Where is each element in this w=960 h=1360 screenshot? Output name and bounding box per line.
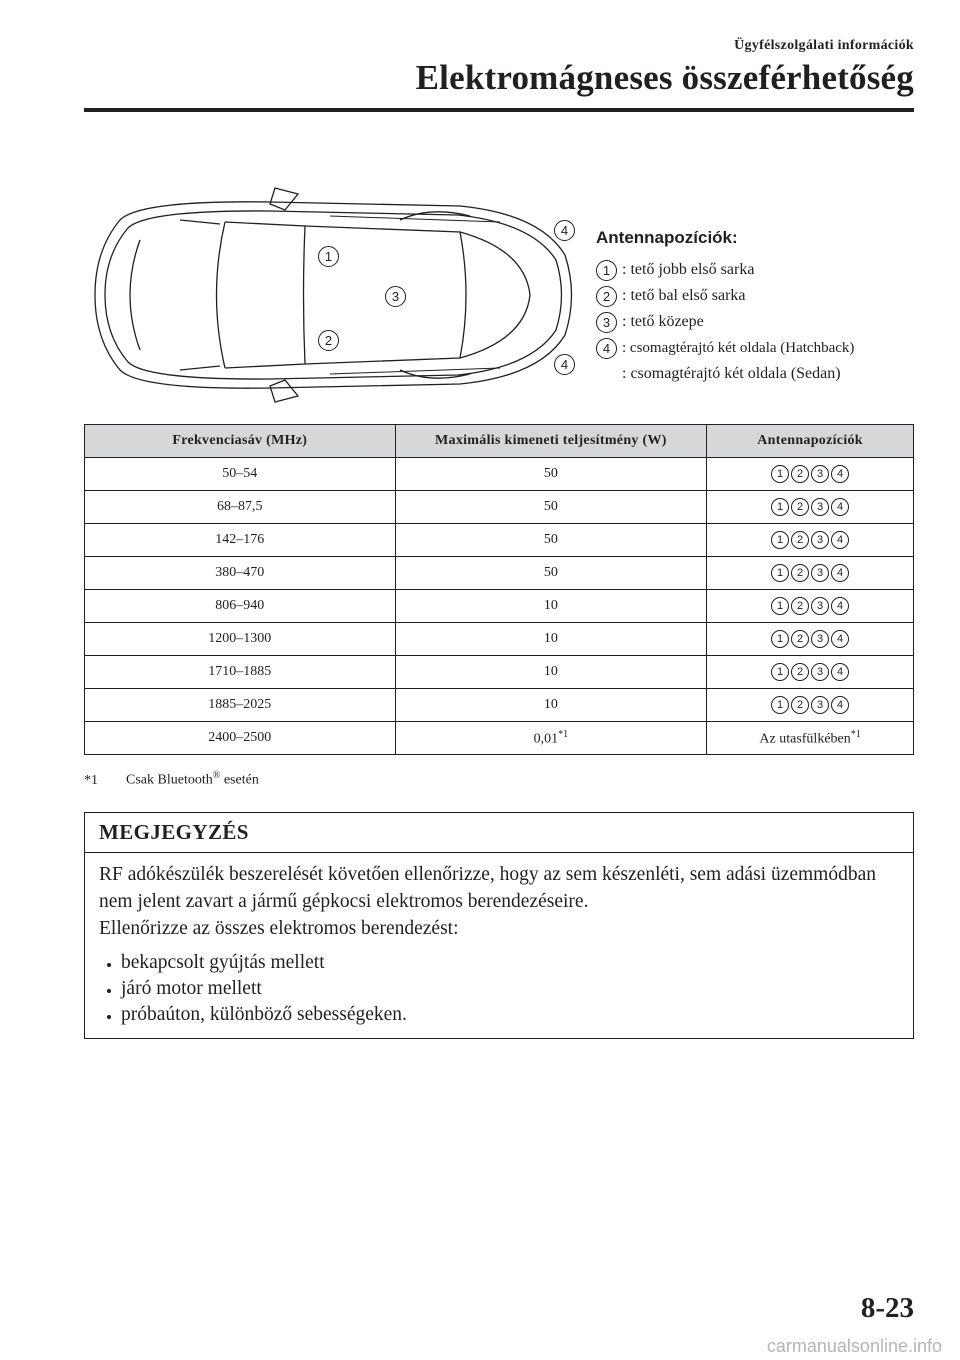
cell-band: 2400–2500 xyxy=(85,722,396,755)
antenna-legend xyxy=(596,228,926,384)
position-icon: 4 xyxy=(831,465,849,483)
legend-item xyxy=(596,286,926,312)
list-item: próbaúton, különböző sebességeken. xyxy=(99,1002,899,1028)
cell-band: 50–54 xyxy=(85,458,396,491)
legend-number: 2 xyxy=(596,286,617,307)
cell-power: 10 xyxy=(395,623,707,656)
position-icon: 1 xyxy=(771,630,789,648)
position-icon: 3 xyxy=(811,696,829,714)
cell-power: 50 xyxy=(395,557,707,590)
footnote-text: Csak Bluetooth xyxy=(126,772,213,788)
cell-band: 1710–1885 xyxy=(85,656,396,689)
position-icon: 4 xyxy=(831,498,849,516)
position-icons xyxy=(771,630,849,648)
position-icon: 2 xyxy=(791,531,809,549)
position-icon: 1 xyxy=(771,465,789,483)
position-icon: 2 xyxy=(791,663,809,681)
car-top-view-illustration xyxy=(80,180,580,410)
table-row xyxy=(85,656,914,689)
position-text: Az utasfülkében xyxy=(759,731,851,747)
list-item: járó motor mellett xyxy=(99,976,899,1002)
cell-positions xyxy=(707,590,914,623)
cell-power: 50 xyxy=(395,524,707,557)
cell-band: 1200–1300 xyxy=(85,623,396,656)
legend-number: 4 xyxy=(596,338,617,359)
position-icon: 4 xyxy=(831,531,849,549)
note-list xyxy=(99,950,899,1028)
legend-item xyxy=(596,260,926,286)
position-icons xyxy=(771,696,849,714)
legend-text: : csomagtérajtó két oldala (Hatchback) xyxy=(622,340,855,356)
header-frequency: Frekvenciasáv (MHz) xyxy=(85,425,396,458)
table-row xyxy=(85,623,914,656)
legend-text: : tető közepe xyxy=(622,313,704,330)
registered-mark: ® xyxy=(212,770,221,781)
position-icon: 4 xyxy=(831,630,849,648)
legend-item xyxy=(596,338,926,364)
section-label: Ügyfélszolgálati információk xyxy=(734,38,914,53)
watermark: carmanualsonline.info xyxy=(766,1336,942,1356)
footnote-ref: *1 xyxy=(558,728,569,740)
position-icon: 1 xyxy=(771,498,789,516)
callout-4-bottom: 4 xyxy=(554,354,575,375)
callout-3: 3 xyxy=(385,286,406,307)
position-icons xyxy=(771,663,849,681)
cell-positions xyxy=(707,722,914,755)
position-icons xyxy=(771,597,849,615)
cell-band: 1885–2025 xyxy=(85,689,396,722)
table-row xyxy=(85,689,914,722)
position-icon: 2 xyxy=(791,465,809,483)
table-row xyxy=(85,458,914,491)
page-number: 8-23 xyxy=(860,1292,914,1324)
note-heading: MEGJEGYZÉS xyxy=(85,813,913,853)
note-paragraph: Ellenőrizze az összes elektromos berendezést: xyxy=(99,918,459,939)
cell-power: 10 xyxy=(395,689,707,722)
position-icon: 3 xyxy=(811,498,829,516)
position-icon: 1 xyxy=(771,531,789,549)
position-icon: 1 xyxy=(771,564,789,582)
position-icon: 2 xyxy=(791,696,809,714)
table-header-row xyxy=(85,425,914,458)
legend-number: 1 xyxy=(596,260,617,281)
title-rule xyxy=(84,108,914,112)
cell-power: 10 xyxy=(395,590,707,623)
footnote-ref: *1 xyxy=(850,728,861,740)
callout-2: 2 xyxy=(318,330,339,351)
cell-power: 10 xyxy=(395,656,707,689)
cell-positions xyxy=(707,623,914,656)
position-icon: 4 xyxy=(831,597,849,615)
frequency-table xyxy=(84,424,914,755)
cell-positions xyxy=(707,656,914,689)
footnote-mark: *1 xyxy=(84,772,98,788)
cell-positions xyxy=(707,689,914,722)
list-item: bekapcsolt gyújtás mellett xyxy=(99,950,899,976)
position-icons xyxy=(771,465,849,483)
power-value: 0,01 xyxy=(533,731,559,747)
legend-title: Antennapozíciók: xyxy=(596,228,738,247)
car-diagram xyxy=(80,180,580,410)
position-icon: 3 xyxy=(811,465,829,483)
cell-band: 806–940 xyxy=(85,590,396,623)
position-icon: 2 xyxy=(791,597,809,615)
position-icon: 2 xyxy=(791,564,809,582)
table-row xyxy=(85,722,914,755)
note-paragraph: RF adókészülék beszerelését követően ellenőrizze, hogy az sem készenléti, sem adási üzemmódban nem jelent zavart a jármű gépkocsi elektromos berendezéseire. xyxy=(99,864,877,912)
position-icon: 3 xyxy=(811,663,829,681)
cell-band: 68–87,5 xyxy=(85,491,396,524)
position-icon: 3 xyxy=(811,531,829,549)
table-row xyxy=(85,557,914,590)
position-icon: 3 xyxy=(811,630,829,648)
position-icon: 2 xyxy=(791,630,809,648)
position-icons xyxy=(771,564,849,582)
page-title: Elektromágneses összeférhetőség xyxy=(415,58,914,97)
cell-band: 142–176 xyxy=(85,524,396,557)
position-icon: 4 xyxy=(831,696,849,714)
header-power: Maximális kimeneti teljesítmény (W) xyxy=(395,425,707,458)
legend-continuation: : csomagtérajtó két oldala (Sedan) xyxy=(622,365,841,382)
position-icon: 3 xyxy=(811,564,829,582)
legend-number: 3 xyxy=(596,312,617,333)
cell-positions xyxy=(707,491,914,524)
footnote-suffix: esetén xyxy=(220,772,259,788)
cell-positions xyxy=(707,458,914,491)
position-icon: 1 xyxy=(771,663,789,681)
cell-power: 50 xyxy=(395,491,707,524)
position-icon: 4 xyxy=(831,663,849,681)
position-icon: 1 xyxy=(771,696,789,714)
table-row xyxy=(85,491,914,524)
table-row xyxy=(85,590,914,623)
position-icons xyxy=(771,531,849,549)
position-icon: 2 xyxy=(791,498,809,516)
callout-1: 1 xyxy=(318,246,339,267)
legend-text: : tető jobb első sarka xyxy=(622,261,755,278)
table-row xyxy=(85,524,914,557)
position-icons xyxy=(771,498,849,516)
callout-4-top: 4 xyxy=(554,220,575,241)
note-body xyxy=(85,853,913,1038)
note-box xyxy=(84,812,914,1039)
legend-text: : tető bal első sarka xyxy=(622,287,746,304)
position-icon: 3 xyxy=(811,597,829,615)
legend-item xyxy=(596,312,926,338)
position-icon: 4 xyxy=(831,564,849,582)
position-icon: 1 xyxy=(771,597,789,615)
cell-positions xyxy=(707,524,914,557)
cell-positions xyxy=(707,557,914,590)
cell-power xyxy=(395,722,707,755)
header-positions: Antennapozíciók xyxy=(707,425,914,458)
cell-power: 50 xyxy=(395,458,707,491)
footnote xyxy=(84,770,259,789)
cell-band: 380–470 xyxy=(85,557,396,590)
